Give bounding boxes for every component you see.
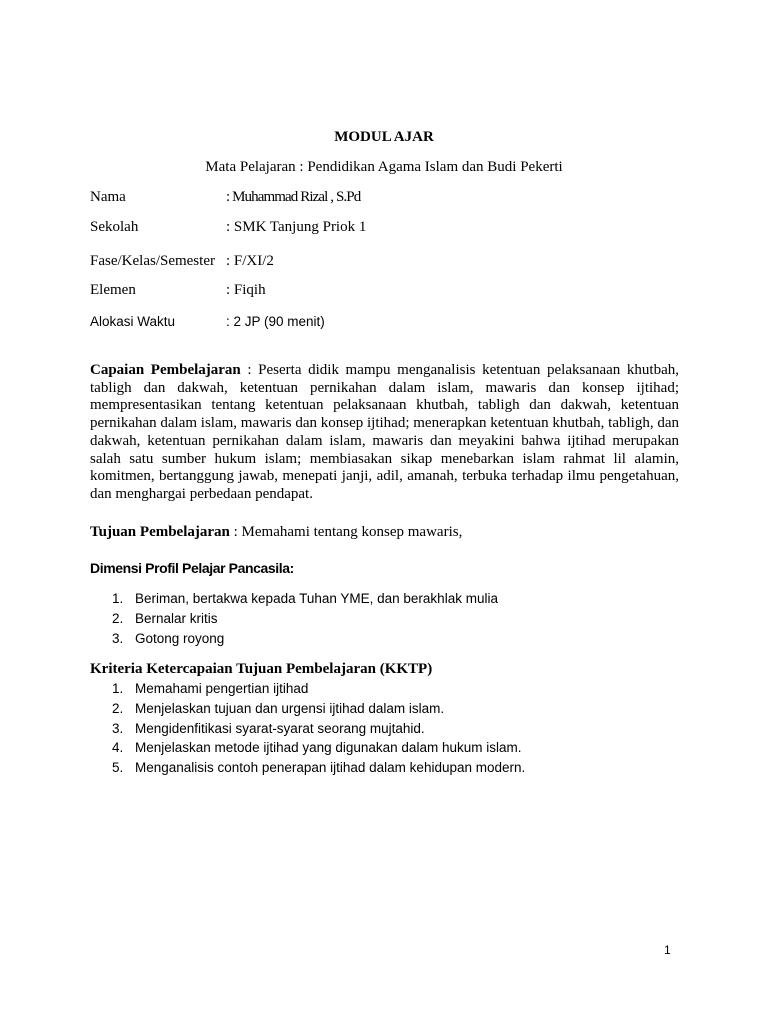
kktp-list [90,679,690,778]
list-number: 1. [112,591,124,606]
list-number: 1. [112,681,124,696]
capaian-pembelajaran-paragraph [90,362,679,504]
info-value: : 2 JP (90 menit) [226,314,325,329]
info-label: Fase/Kelas/Semester [90,253,215,269]
list-text: Gotong royong [135,630,225,646]
dimensi-list [90,589,690,648]
dimensi-heading: Dimensi Profil Pelajar Pancasila: [90,560,294,576]
tujuan-label: Tujuan Pembelajaran [90,524,230,540]
list-text: Menjelaskan tujuan dan urgensi ijtihad dalam islam. [135,700,445,716]
info-label: Nama [90,189,126,205]
list-item [90,679,690,699]
list-number: 2. [112,610,124,626]
info-row-fase-kelas-semester [90,251,690,271]
list-item [90,758,690,778]
tujuan-pembelajaran-paragraph [90,523,679,541]
list-text: Beriman, bertakwa kepada Tuhan YME, dan berakhlak mulia [135,591,498,606]
info-row-sekolah [90,217,690,237]
info-label: Sekolah [90,219,139,235]
info-label: Elemen [90,282,136,298]
list-item [90,609,690,629]
kktp-heading: Kriteria Ketercapaian Tujuan Pembelajaran (KKTP) [90,661,433,677]
capaian-label: Capaian Pembelajaran [90,362,241,378]
info-row-nama [90,187,690,207]
list-item [90,699,690,719]
list-text: Bernalar kritis [135,610,218,626]
info-row-alokasi-waktu [90,312,690,332]
list-item [90,589,690,609]
info-value: : SMK Tanjung Priok 1 [226,219,367,235]
info-value: : Muhammad Rizal , S.Pd [226,189,361,205]
list-item [90,738,690,758]
list-number: 4. [112,740,124,756]
capaian-text: : Peserta didik mampu menganalisis ketentuan pelaksanaan khutbah, tabligh dan dakwah, ketentuan pernikahan dalam islam, mawaris dan konsep ijtihad; mempresentasikan tentang ketentuan pelaksanaan khutbah, tabligh dan dakwah, ketentuan pernikahan dalam islam, mawaris dan konsep ijtihad; menerapkan ketentuan khutbah, tabligh, dan dakwah, ketentuan pernikahan dalam islam, mawaris dan meyakini bahwa ijtihad merupakan salah satu sumber hukum islam; membiasakan sikap menebarkan islam rahmat lil alamin, komitmen, bertanggung jawab, menepati janji, adil, amanah, terbuka terhadap ilmu pengetahuan, dan menghargai perbedaan pendapat. [90,362,679,502]
document-title: MODUL AJAR [334,129,434,145]
subject-line: Mata Pelajaran : Pendidikan Agama Islam dan Budi Pekerti [205,159,563,175]
info-value: : Fiqih [226,282,266,298]
list-text: Mengidenfitikasi syarat-syarat seorang mujtahid. [135,720,425,736]
list-number: 5. [112,760,124,776]
list-text: Menjelaskan metode ijtihad yang digunakan dalam hukum islam. [135,740,522,756]
info-label: Alokasi Waktu [90,314,176,329]
list-item [90,629,690,649]
list-item [90,719,690,739]
list-number: 3. [112,720,124,736]
list-number: 2. [112,700,124,716]
info-row-elemen [90,280,690,300]
list-text: Memahami pengertian ijtihad [135,681,309,696]
page-number: 1 [664,943,671,957]
list-number: 3. [112,630,124,646]
list-text: Menganalisis contoh penerapan ijtihad dalam kehidupan modern. [135,760,526,776]
info-value: : F/XI/2 [226,253,274,269]
tujuan-text: : Memahami tentang konsep mawaris, [229,524,463,540]
